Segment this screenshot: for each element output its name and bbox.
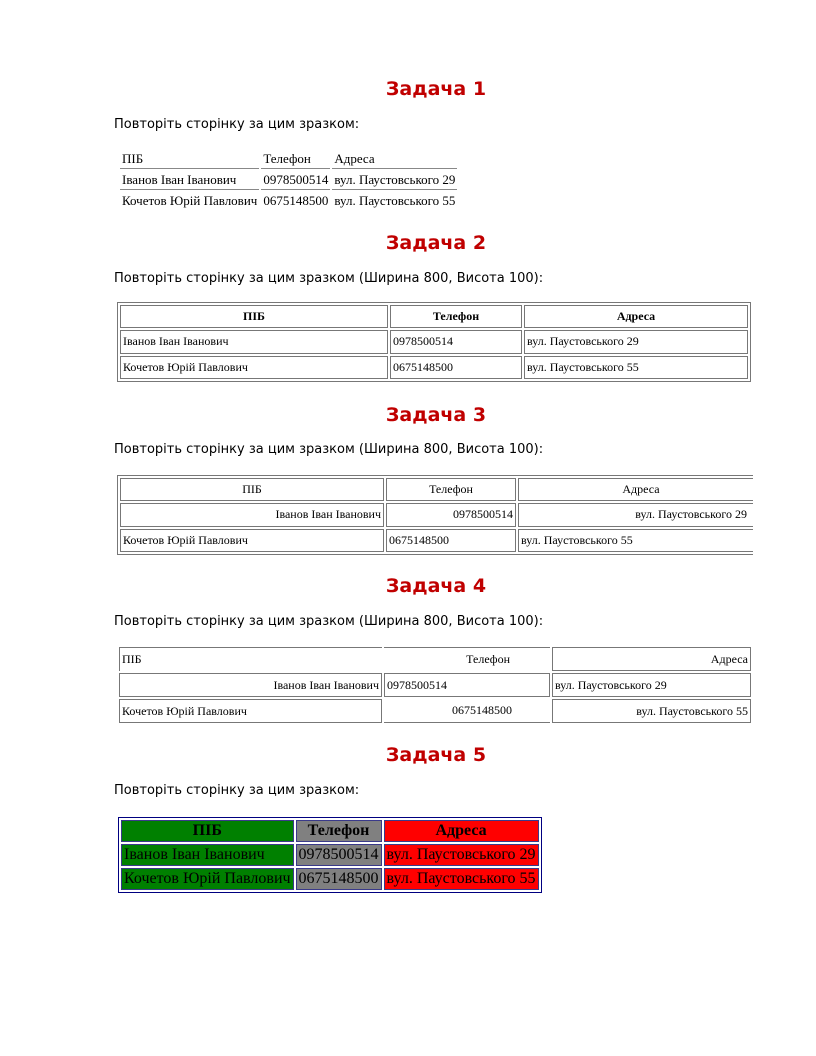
- task-3-sample-table: [117, 475, 753, 555]
- header-pib: ПІБ: [120, 150, 259, 169]
- table-row: [120, 330, 748, 353]
- cell-phone: 0978500514: [261, 171, 330, 190]
- cell-phone: 0675148500: [386, 529, 516, 552]
- cell-pib: Іванов Іван Іванович: [120, 503, 384, 526]
- table-row: [121, 844, 539, 866]
- header-phone: Телефон: [261, 150, 330, 169]
- cell-pib: Кочетов Юрій Павлович: [119, 699, 382, 723]
- task-4-title: Задача 4: [385, 575, 487, 597]
- table-row: [120, 356, 748, 379]
- cell-pib: Кочетов Юрій Павлович: [120, 356, 388, 379]
- header-pib: ПІБ: [120, 305, 388, 328]
- cell-address: вул. Паустовського 29: [524, 330, 748, 353]
- table-row: [120, 529, 753, 552]
- cell-address: вул. Паустовського 55: [384, 868, 539, 890]
- task-5-sample-table: [118, 817, 567, 899]
- cell-phone: 0978500514: [386, 503, 516, 526]
- header-address: Адреса: [384, 820, 539, 842]
- header-phone: Телефон: [384, 647, 550, 671]
- task-5-description: Повторіть сторінку за цим зразком:: [114, 783, 360, 798]
- cell-address: вул. Паустовського 55: [524, 356, 748, 379]
- table-row: [120, 503, 753, 526]
- cell-phone: 0978500514: [296, 844, 382, 866]
- cell-address: вул. Паустовського 29: [384, 844, 539, 866]
- header-phone: Телефон: [296, 820, 382, 842]
- cell-phone: 0978500514: [384, 673, 550, 697]
- task-4-description: Повторіть сторінку за цим зразком (Ширина 800, Висота 100):: [114, 614, 544, 629]
- header-pib: ПІБ: [120, 478, 384, 501]
- cell-phone: 0675148500: [384, 699, 550, 723]
- task-2-description: Повторіть сторінку за цим зразком (Ширина 800, Висота 100):: [114, 271, 544, 286]
- cell-pib: Іванов Іван Іванович: [119, 673, 382, 697]
- task-1-sample-table: [118, 148, 478, 212]
- cell-address: вул. Паустовського 55: [518, 529, 753, 552]
- table-row: [119, 699, 751, 723]
- table-row: [121, 868, 539, 890]
- header-pib: ПІБ: [121, 820, 294, 842]
- cell-address: вул. Паустовського 29: [332, 171, 457, 190]
- header-phone: Телефон: [390, 305, 522, 328]
- task-4-sample-table: [117, 645, 753, 725]
- task-1-description: Повторіть сторінку за цим зразком:: [114, 117, 360, 132]
- header-address: Адреса: [518, 478, 753, 501]
- table-row: [120, 192, 457, 210]
- table-row: [119, 673, 751, 697]
- task-3-description: Повторіть сторінку за цим зразком (Ширина 800, Висота 100):: [114, 442, 544, 457]
- cell-pib: Іванов Іван Іванович: [120, 330, 388, 353]
- cell-pib: Кочетов Юрій Павлович: [122, 193, 258, 208]
- cell-pib: Іванов Іван Іванович: [120, 171, 259, 190]
- cell-address: вул. Паустовського 55: [334, 193, 456, 208]
- cell-address: вул. Паустовського 29: [552, 673, 751, 697]
- task-2-sample-table: [117, 302, 751, 382]
- cell-address: вул. Паустовського 55: [552, 699, 751, 723]
- task-5-title: Задача 5: [385, 744, 487, 766]
- task-1-title: Задача 1: [385, 78, 487, 100]
- cell-phone: 0675148500: [390, 356, 522, 379]
- table-row: [120, 171, 457, 190]
- cell-pib: Кочетов Юрій Павлович: [121, 868, 294, 890]
- cell-address: вул. Паустовського 29: [518, 503, 753, 526]
- cell-phone: 0675148500: [263, 193, 329, 208]
- task-2-title: Задача 2: [385, 232, 487, 254]
- header-phone: Телефон: [386, 478, 516, 501]
- task-3-title: Задача 3: [385, 404, 487, 426]
- header-address: Адреса: [524, 305, 748, 328]
- header-address: Адреса: [332, 150, 457, 169]
- header-pib: ПІБ: [119, 647, 382, 671]
- cell-phone: 0675148500: [296, 868, 382, 890]
- header-address: Адреса: [552, 647, 751, 671]
- cell-pib: Кочетов Юрій Павлович: [120, 529, 384, 552]
- cell-phone: 0978500514: [390, 330, 522, 353]
- cell-pib: Іванов Іван Іванович: [121, 844, 294, 866]
